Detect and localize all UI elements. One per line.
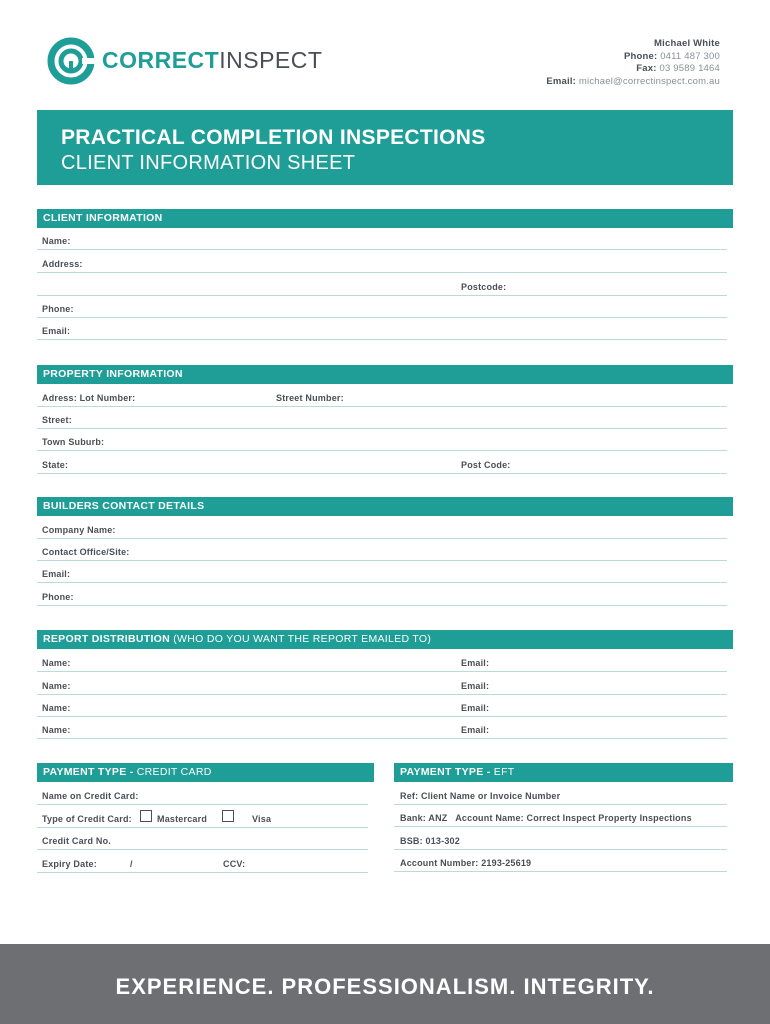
distribution-email-label: Email:	[461, 703, 490, 713]
field-builder-contact-office[interactable]	[37, 540, 727, 561]
field-client-email[interactable]	[37, 319, 727, 340]
field-distribution-row[interactable]	[37, 651, 727, 672]
logo-word-correct: CORRECT	[102, 47, 220, 73]
client-email-label: Email:	[42, 326, 71, 336]
contact-email-label: Email:	[546, 75, 577, 87]
section-header-builders	[37, 497, 733, 516]
eft-account-text: Account Number: 2193-25619	[400, 858, 532, 868]
property-suburb-label: Town Suburb:	[42, 437, 105, 447]
field-cc-type	[37, 807, 368, 828]
field-client-name[interactable]	[37, 229, 727, 250]
field-client-address[interactable]	[37, 252, 727, 273]
cc-expiry-label: Expiry Date:	[42, 859, 97, 869]
company-logo	[46, 36, 356, 88]
section-header-payment-eft	[394, 763, 733, 782]
section-title-property: PROPERTY INFORMATION	[43, 368, 183, 380]
distribution-email-label: Email:	[461, 681, 490, 691]
eft-bsb	[394, 829, 727, 850]
section-title-client: CLIENT INFORMATION	[43, 212, 163, 224]
client-address-label: Address:	[42, 259, 83, 269]
field-builder-company[interactable]	[37, 518, 727, 539]
logo-word-inspect: INSPECT	[219, 47, 323, 73]
distribution-name-label: Name:	[42, 725, 71, 735]
client-name-label: Name:	[42, 236, 71, 246]
field-cc-name[interactable]	[37, 784, 368, 805]
section-subtitle-payment-cc: CREDIT CARD	[136, 766, 212, 778]
contact-phone-label: Phone:	[623, 50, 658, 62]
property-street-label: Street:	[42, 415, 72, 425]
contact-fax: 03 9589 1464	[659, 63, 720, 74]
client-phone-label: Phone:	[42, 304, 74, 314]
cc-type-label: Type of Credit Card:	[42, 814, 132, 824]
eft-bank-text: Bank: ANZ Account Name: Correct Inspect Property Inspections	[400, 813, 692, 823]
property-state-label: State:	[42, 460, 69, 470]
mastercard-label: Mastercard	[157, 814, 208, 824]
builder-email-label: Email:	[42, 569, 71, 579]
field-client-postcode[interactable]	[37, 275, 727, 296]
visa-checkbox[interactable]	[222, 810, 234, 822]
property-lot-label: Adress: Lot Number:	[42, 393, 136, 403]
distribution-name-label: Name:	[42, 658, 71, 668]
section-title-payment-cc: PAYMENT TYPE -	[43, 766, 137, 778]
builder-phone-label: Phone:	[42, 592, 74, 602]
section-title-distribution: REPORT DISTRIBUTION	[43, 633, 171, 645]
footer-tagline: EXPERIENCE. PROFESSIONALISM. INTEGRITY.	[115, 974, 655, 999]
contact-name: Michael White	[654, 38, 720, 49]
field-builder-email[interactable]	[37, 562, 727, 583]
section-title-payment-eft: PAYMENT TYPE -	[400, 766, 494, 778]
section-header-payment-cc	[37, 763, 374, 782]
logo-wordmark	[102, 47, 322, 74]
property-street-number-label: Street Number:	[276, 393, 344, 403]
field-cc-expiry[interactable]	[37, 852, 368, 873]
field-property-state[interactable]	[37, 453, 727, 474]
property-postcode-label: Post Code:	[461, 460, 511, 470]
eft-account	[394, 851, 727, 872]
distribution-name-label: Name:	[42, 703, 71, 713]
field-client-phone[interactable]	[37, 297, 727, 318]
eft-reference	[394, 784, 727, 805]
field-distribution-row[interactable]	[37, 674, 727, 695]
cc-name-label: Name on Credit Card:	[42, 791, 139, 801]
field-property-lot[interactable]	[37, 386, 727, 407]
contact-phone: 0411 487 300	[660, 50, 720, 62]
cc-expiry-separator: /	[130, 859, 133, 869]
cc-number-label: Credit Card No.	[42, 836, 112, 846]
eft-bsb-text: BSB: 013-302	[400, 836, 460, 846]
contact-email-link[interactable]: michael@correctinspect.com.au	[578, 75, 720, 87]
footer-band	[0, 944, 770, 1024]
field-distribution-row[interactable]	[37, 696, 727, 717]
section-subtitle-distribution: (WHO DO YOU WANT THE REPORT EMAILED TO)	[170, 633, 432, 645]
mastercard-checkbox[interactable]	[140, 810, 152, 822]
builder-company-label: Company Name:	[42, 525, 116, 535]
visa-label: Visa	[252, 814, 272, 824]
field-builder-phone[interactable]	[37, 585, 727, 606]
section-title-builders: BUILDERS CONTACT DETAILS	[43, 500, 205, 512]
client-postcode-label: Postcode:	[461, 282, 507, 292]
section-header-client	[37, 209, 733, 228]
distribution-email-label: Email:	[461, 658, 490, 668]
page-title: PRACTICAL COMPLETION INSPECTIONS	[61, 126, 486, 149]
field-property-street[interactable]	[37, 408, 727, 429]
distribution-email-label: Email:	[461, 725, 490, 735]
field-cc-number[interactable]	[37, 829, 368, 850]
eft-ref-text: Ref: Client Name or Invoice Number	[400, 791, 561, 801]
field-property-suburb[interactable]	[37, 430, 727, 451]
contact-fax-label: Fax:	[636, 63, 657, 74]
contact-block	[546, 38, 720, 88]
section-header-distribution	[37, 630, 733, 649]
distribution-name-label: Name:	[42, 681, 71, 691]
cc-ccv-label: CCV:	[223, 859, 246, 869]
builder-contact-office-label: Contact Office/Site:	[42, 547, 130, 557]
section-header-property	[37, 365, 733, 384]
title-banner	[37, 110, 733, 185]
eft-bank	[394, 806, 727, 827]
field-distribution-row[interactable]	[37, 718, 727, 739]
page-subtitle: CLIENT INFORMATION SHEET	[61, 152, 356, 174]
section-subtitle-payment-eft: EFT	[493, 766, 515, 778]
logo-mark-icon	[46, 36, 96, 86]
